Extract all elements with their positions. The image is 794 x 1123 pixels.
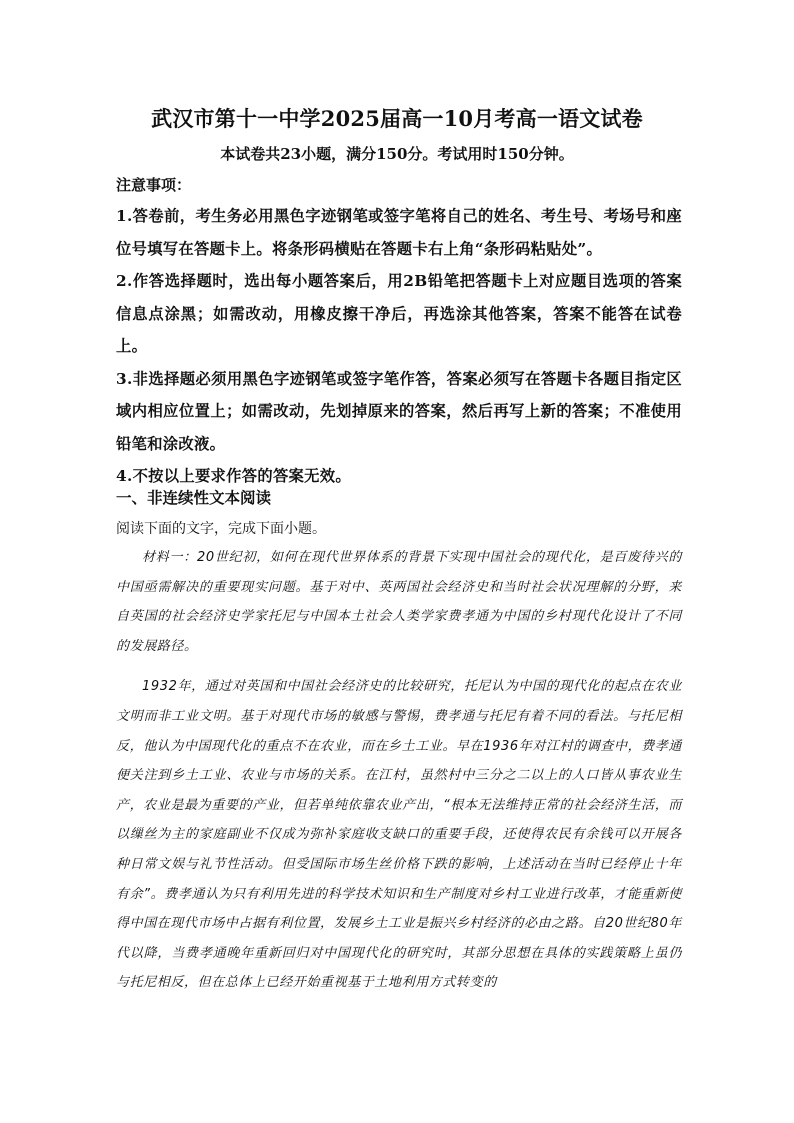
notice-item-2: 2.作答选择题时，选出每小题答案后，用2B铅笔把答题卡上对应题目选项的答案信息点涂黑；如需改动，用橡皮擦干净后，再选涂其他答案，答案不能答在试卷上。 <box>116 272 682 355</box>
passage-paragraph-1: 材料一：20世纪初，如何在现代世界体系的背景下实现中国社会的现代化，是百废待兴的中国亟需解决的重要现实问题。基于对中、英两国社会经济史和当时社会状况理解的分野，来自英国的社会经济史学家托尼与中国本土社会人类学家费孝通为中国的乡村现代化设计了不同的发展路径。 <box>116 550 682 654</box>
section-heading: 一、非连续性文本阅读 <box>116 488 272 507</box>
passage-paragraph-2: 1932年，通过对英国和中国社会经济史的比较研究，托尼认为中国的现代化的起点在农业文明而非工业文明。基于对现代市场的敏感与警惕，费孝通与托尼有着不同的看法。与托尼相反，他认为中国现代化的重点不在农业，而在乡土工业。早在1936年对江村的调查中，费孝通便关注到乡土工业、农业与市场的关系。在江村，虽然村中三分之二以上的人口皆从事农业生产，农业是最为重要的产业，但若单纯依靠农业产出，“根本无法维持正常的社会经济生活，而以缫丝为主的家庭副业不仅成为弥补家庭收支缺口的重要手段，还使得农民有余钱可以开展各种日常文娱与礼节性活动。但受国际市场生丝价格下跌的影响，上述活动在当时已经停止十年有余”。费孝通认为只有利用先进的科学技术知识和生产制度对乡村工业进行改革，才能重新使得中国在现代市场中占据有利位置，发展乡土工业是振兴乡村经济的必由之路。自20世纪80年代以降，当费孝通晚年重新回归对中国现代化的研究时，其部分思想在具体的实践策略上虽仍与托尼相反，但在总体上已经开始重视基于土地利用方式转变的 <box>116 679 682 991</box>
notice-heading: 注意事项： <box>116 176 192 194</box>
reading-passage <box>116 543 682 998</box>
notice-list <box>116 200 682 493</box>
reading-instruction: 阅读下面的文字，完成下面小题。 <box>116 521 326 537</box>
notice-item-3: 3.非选择题必须用黑色字迹钢笔或签字笔作答，答案必须写在答题卡各题目指定区域内相应位置上；如需改动，先划掉原来的答案，然后再写上新的答案；不准使用铅笔和涂改液。 <box>116 369 682 453</box>
page-title: 武汉市第十一中学2025届高一10月考高一语文试卷 <box>151 106 643 131</box>
exam-info: 本试卷共23小题，满分150分。考试用时150分钟。 <box>220 145 574 163</box>
notice-item-1: 1.答卷前，考生务必用黑色字迹钢笔或签字笔将自己的姓名、考生号、考场号和座位号填写在答题卡上。将条形码横贴在答题卡右上角“条形码粘贴处”。 <box>116 207 682 258</box>
notice-item-4: 4.不按以上要求作答的答案无效。 <box>116 467 351 485</box>
